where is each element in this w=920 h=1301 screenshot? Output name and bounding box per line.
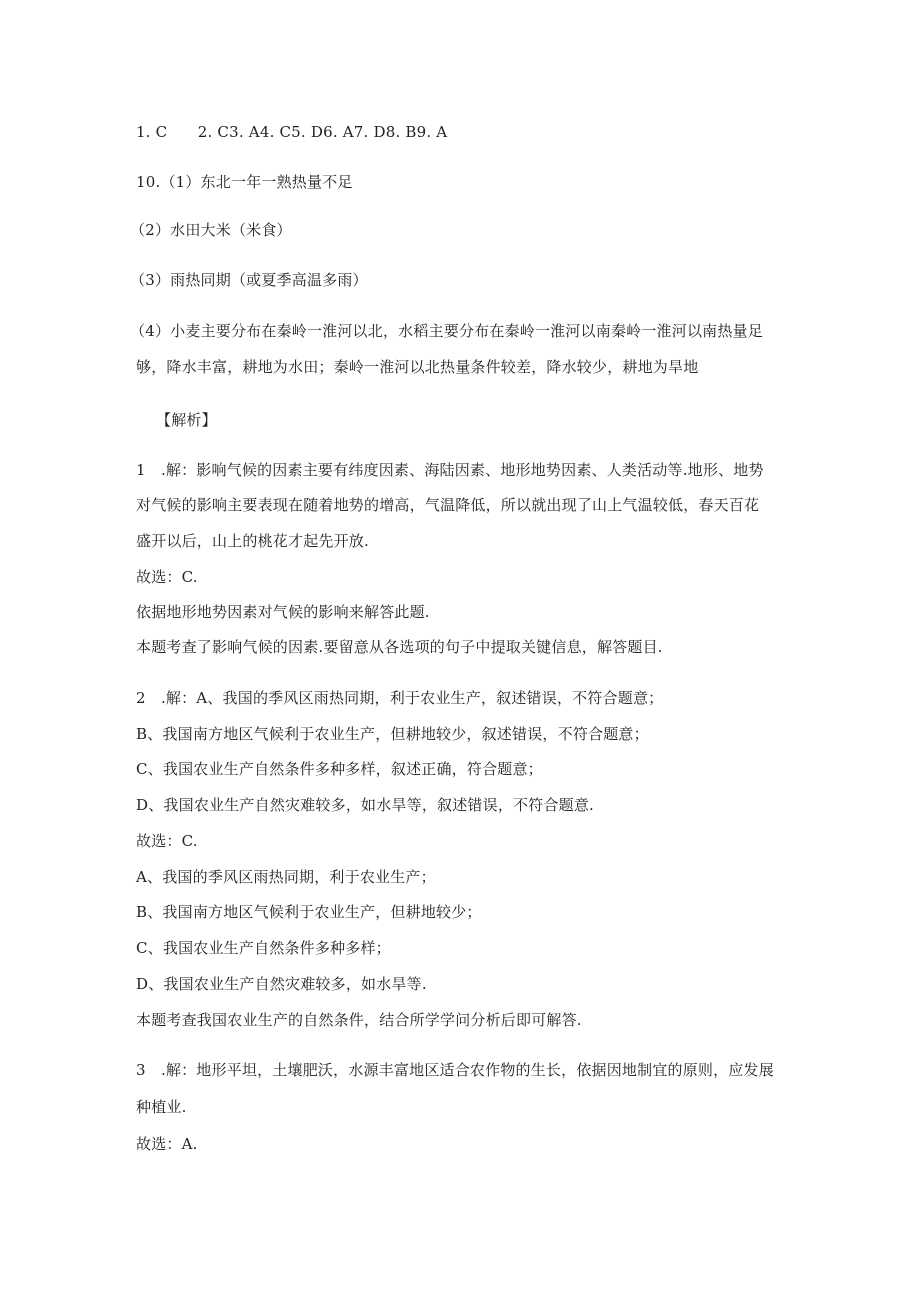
q1-note: 本题考查了影响气候的因素.要留意从各选项的句子中提取关键信息，解答题目. (136, 638, 663, 656)
multiple-choice-answers: 1. C 2. C3. A4. C5. D6. A7. D8. B9. A (136, 123, 448, 141)
q2-option-b: B、我国南方地区气候利于农业生产，但耕地较少，叙述错误，不符合题意； (136, 725, 649, 743)
q3-choice: 故选：A. (136, 1135, 198, 1153)
q2-option-d: D、我国农业生产自然灾难较多，如水旱等，叙述错误，不符合题意. (136, 796, 594, 814)
q2-note: 本题考查我国农业生产的自然条件，结合所学学问分析后即可解答. (136, 1011, 582, 1029)
q2-analysis-line1: 2 .解：A、我国的季风区雨热同期，利于农业生产，叙述错误，不符合题意； (136, 689, 664, 707)
q2-summary-d: D、我国农业生产自然灾难较多，如水旱等. (136, 975, 427, 993)
q10-part4-line1: （4）小麦主要分布在秦岭一淮河以北，水稻主要分布在秦岭一淮河以南秦岭一淮河以南热量足 (130, 322, 763, 340)
q2-option-c: C、我国农业生产自然条件多种多样，叙述正确，符合题意； (136, 760, 543, 778)
q2-summary-b: B、我国南方地区气候利于农业生产，但耕地较少； (136, 903, 482, 921)
q10-part1: 10.（1）东北一年一熟热量不足 (136, 173, 353, 191)
q2-choice: 故选：C. (136, 832, 198, 850)
q1-analysis-line3: 盛开以后，山上的桃花才起先开放. (136, 532, 369, 550)
q1-analysis-line1: 1 .解：影响气候的因素主要有纬度因素、海陆因素、地形地势因素、人类活动等.地形、地势 (136, 461, 764, 479)
q2-summary-c: C、我国农业生产自然条件多种多样； (136, 939, 391, 957)
q1-analysis-line2: 对气候的影响主要表现在随着地势的增高，气温降低，所以就出现了山上气温较低，春天百花 (136, 496, 760, 514)
q1-basis: 依据地形地势因素对气候的影响来解答此题. (136, 603, 430, 621)
q10-part4-line2: 够，降水丰富，耕地为水田；秦岭一淮河以北热量条件较差，降水较少，耕地为旱地 (136, 358, 699, 376)
q2-summary-a: A、我国的季风区雨热同期，利于农业生产； (136, 868, 436, 886)
q10-part2: （2）水田大米（米食） (130, 221, 292, 239)
q3-analysis-line1: 3 .解：地形平坦，土壤肥沃，水源丰富地区适合农作物的生长，依据因地制宜的原则，应发展 (136, 1061, 774, 1079)
q1-choice: 故选：C. (136, 568, 198, 586)
q10-part3: （3）雨热同期（或夏季高温多雨） (130, 271, 368, 289)
analysis-heading: 【解析】 (156, 411, 217, 429)
q3-analysis-line2: 种植业. (136, 1098, 187, 1116)
